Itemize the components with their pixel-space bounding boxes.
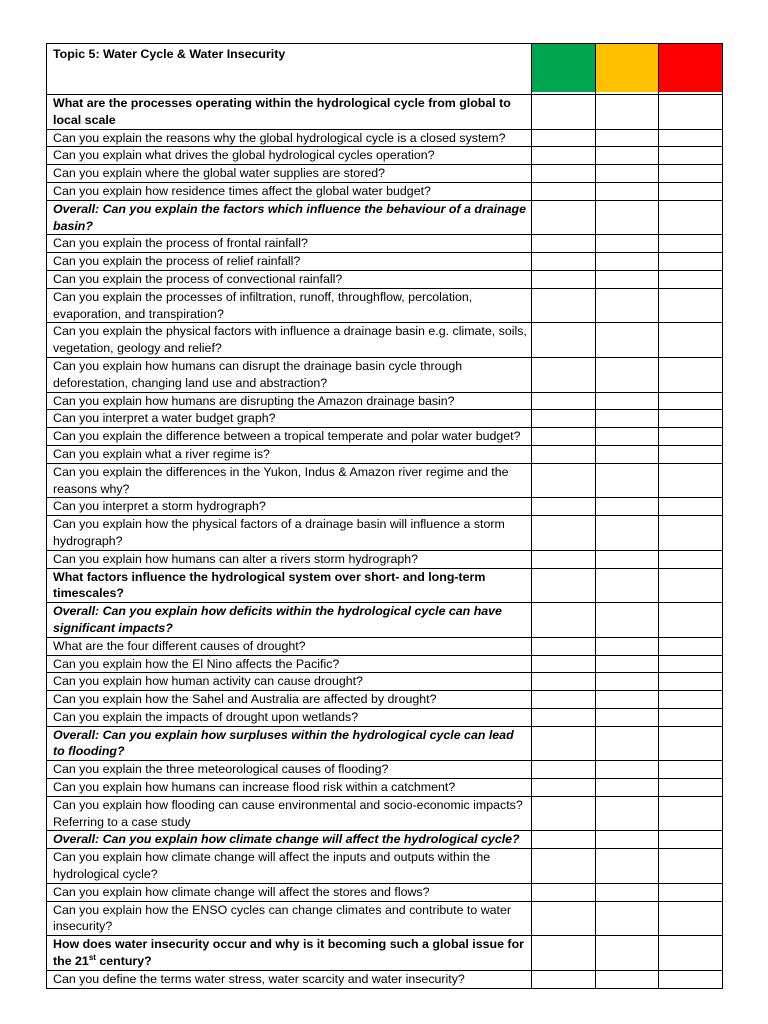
green-rating-cell[interactable] bbox=[532, 270, 596, 288]
amber-rating-cell[interactable] bbox=[596, 129, 659, 147]
red-rating-cell[interactable] bbox=[659, 200, 723, 235]
amber-rating-cell[interactable] bbox=[596, 288, 659, 323]
amber-rating-cell[interactable] bbox=[596, 428, 659, 446]
amber-rating-cell[interactable] bbox=[596, 165, 659, 183]
table-row bbox=[47, 182, 723, 200]
green-rating-cell[interactable] bbox=[532, 761, 596, 779]
red-rating-cell[interactable] bbox=[659, 323, 723, 358]
red-rating-cell[interactable] bbox=[659, 95, 723, 130]
red-rating-cell[interactable] bbox=[659, 129, 723, 147]
row-text: Can you explain how the physical factors of a drainage basin will influence a storm hydrograph? bbox=[53, 517, 505, 548]
red-rating-cell[interactable] bbox=[659, 849, 723, 884]
table-row bbox=[47, 95, 723, 130]
green-rating-cell[interactable] bbox=[532, 165, 596, 183]
table-row bbox=[47, 235, 723, 253]
red-rating-cell[interactable] bbox=[659, 428, 723, 446]
amber-rating-cell[interactable] bbox=[596, 200, 659, 235]
question-text bbox=[47, 498, 532, 516]
amber-rating-cell[interactable] bbox=[596, 498, 659, 516]
amber-rating-cell[interactable] bbox=[596, 445, 659, 463]
red-rating-cell[interactable] bbox=[659, 410, 723, 428]
green-rating-cell[interactable] bbox=[532, 253, 596, 271]
green-rating-cell[interactable] bbox=[532, 901, 596, 936]
amber-rating-cell[interactable] bbox=[596, 253, 659, 271]
question-text bbox=[47, 182, 532, 200]
row-text: How does water insecurity occur and why is it becoming such a global issue for the 21 bbox=[53, 937, 524, 969]
red-rating-cell[interactable] bbox=[659, 691, 723, 709]
amber-rating-cell[interactable] bbox=[596, 603, 659, 638]
question-text bbox=[47, 516, 532, 551]
table-row bbox=[47, 288, 723, 323]
row-text: Can you explain the impacts of drought upon wetlands? bbox=[53, 709, 359, 724]
question-text bbox=[47, 165, 532, 183]
row-text: What factors influence the hydrological system over short- and long-term timescales? bbox=[53, 569, 486, 601]
amber-rating-cell[interactable] bbox=[596, 550, 659, 568]
checklist-table bbox=[46, 43, 723, 989]
green-rating-cell[interactable] bbox=[532, 235, 596, 253]
row-text: Can you explain what a river regime is? bbox=[53, 446, 270, 461]
table-row bbox=[47, 357, 723, 392]
row-text: Can you define the terms water stress, water scarcity and water insecurity? bbox=[53, 971, 465, 986]
superscript: st bbox=[88, 952, 96, 962]
green-rating-cell[interactable] bbox=[532, 568, 596, 603]
question-text bbox=[47, 655, 532, 673]
row-text: Overall: Can you explain how deficits within the hydrological cycle can have significant impacts? bbox=[53, 604, 502, 635]
table-row bbox=[47, 655, 723, 673]
red-rating-cell[interactable] bbox=[659, 831, 723, 849]
table-row bbox=[47, 779, 723, 797]
row-text: Can you explain the differences in the Yukon, Indus & Amazon river regime and the reasons why? bbox=[53, 464, 509, 496]
green-rating-cell[interactable] bbox=[532, 463, 596, 498]
table-row bbox=[47, 392, 723, 410]
green-rating-cell[interactable] bbox=[532, 410, 596, 428]
table-row bbox=[47, 883, 723, 901]
green-rating-cell[interactable] bbox=[532, 129, 596, 147]
row-text: What are the processes operating within the hydrological cycle from global to local scale bbox=[53, 96, 511, 127]
row-text: What are the four different causes of drought? bbox=[53, 638, 306, 653]
row-text: Can you explain the process of convectional rainfall? bbox=[53, 271, 343, 286]
table-row bbox=[47, 270, 723, 288]
table-row bbox=[47, 761, 723, 779]
amber-rating-cell[interactable] bbox=[596, 182, 659, 200]
amber-rating-cell[interactable] bbox=[596, 270, 659, 288]
section-heading bbox=[47, 95, 532, 130]
table-row bbox=[47, 849, 723, 884]
amber-rating-cell[interactable] bbox=[596, 568, 659, 603]
red-rating-cell[interactable] bbox=[659, 445, 723, 463]
overall-question bbox=[47, 726, 532, 761]
green-rating-cell[interactable] bbox=[532, 95, 596, 130]
table-row bbox=[47, 147, 723, 165]
row-text: Can you explain how humans can alter a rivers storm hydrograph? bbox=[53, 551, 419, 566]
section-heading bbox=[47, 936, 532, 971]
green-rating-cell[interactable] bbox=[532, 936, 596, 971]
red-rating-cell[interactable] bbox=[659, 637, 723, 655]
green-rating-cell[interactable] bbox=[532, 708, 596, 726]
table-row bbox=[47, 498, 723, 516]
row-text: Can you explain what drives the global hydrological cycles operation? bbox=[53, 148, 435, 163]
table-row bbox=[47, 165, 723, 183]
red-rating-cell[interactable] bbox=[659, 165, 723, 183]
green-rating-cell[interactable] bbox=[532, 182, 596, 200]
table-row bbox=[47, 673, 723, 691]
question-text bbox=[47, 129, 532, 147]
question-text bbox=[47, 147, 532, 165]
row-text: Overall: Can you explain how surpluses within the hydrological cycle can lead to flooding? bbox=[53, 727, 514, 759]
row-text: Can you explain how climate change will affect the stores and flows? bbox=[53, 884, 430, 899]
green-rating-cell[interactable] bbox=[532, 779, 596, 797]
question-text bbox=[47, 323, 532, 358]
amber-rating-cell[interactable] bbox=[596, 95, 659, 130]
table-row bbox=[47, 428, 723, 446]
green-rating-cell[interactable] bbox=[532, 428, 596, 446]
red-rating-cell[interactable] bbox=[659, 655, 723, 673]
red-rating-cell[interactable] bbox=[659, 779, 723, 797]
red-rating-cell[interactable] bbox=[659, 568, 723, 603]
question-text bbox=[47, 673, 532, 691]
green-rating-cell[interactable] bbox=[532, 498, 596, 516]
question-text bbox=[47, 235, 532, 253]
row-text: Can you explain the difference between a tropical temperate and polar water budget? bbox=[53, 429, 521, 444]
red-rating-cell[interactable] bbox=[659, 726, 723, 761]
amber-rating-cell[interactable] bbox=[596, 726, 659, 761]
row-text: Can you explain the physical factors with influence a drainage basin e.g. climate, soils, vegetation, geology and relief? bbox=[53, 324, 527, 356]
table-row bbox=[47, 568, 723, 603]
amber-rating-cell[interactable] bbox=[596, 936, 659, 971]
table-row bbox=[47, 936, 723, 971]
table-row bbox=[47, 253, 723, 271]
green-rating-cell[interactable] bbox=[532, 200, 596, 235]
table-row bbox=[47, 831, 723, 849]
table-row bbox=[47, 516, 723, 551]
red-rating-cell[interactable] bbox=[659, 603, 723, 638]
red-rating-cell[interactable] bbox=[659, 673, 723, 691]
row-text: Overall: Can you explain how climate change will affect the hydrological cycle? bbox=[53, 832, 520, 847]
green-rating-cell[interactable] bbox=[532, 603, 596, 638]
question-text bbox=[47, 883, 532, 901]
amber-rating-cell[interactable] bbox=[596, 392, 659, 410]
row-text-after: century? bbox=[95, 954, 152, 969]
green-rating-cell[interactable] bbox=[532, 637, 596, 655]
amber-rating-cell[interactable] bbox=[596, 655, 659, 673]
red-rating-cell[interactable] bbox=[659, 147, 723, 165]
red-rating-cell[interactable] bbox=[659, 761, 723, 779]
table-row bbox=[47, 726, 723, 761]
table-row bbox=[47, 901, 723, 936]
red-rating-cell[interactable] bbox=[659, 708, 723, 726]
table-row bbox=[47, 129, 723, 147]
green-rating-cell[interactable] bbox=[532, 655, 596, 673]
overall-question bbox=[47, 603, 532, 638]
amber-rating-cell[interactable] bbox=[596, 637, 659, 655]
green-rating-cell[interactable] bbox=[532, 831, 596, 849]
row-text: Can you explain how the El Nino affects the Pacific? bbox=[53, 656, 340, 671]
red-rating-cell[interactable] bbox=[659, 253, 723, 271]
green-rating-cell[interactable] bbox=[532, 691, 596, 709]
question-text bbox=[47, 410, 532, 428]
table-row bbox=[47, 691, 723, 709]
green-rating-cell[interactable] bbox=[532, 147, 596, 165]
question-text bbox=[47, 428, 532, 446]
red-rating-cell[interactable] bbox=[659, 463, 723, 498]
green-swatch bbox=[532, 44, 595, 92]
red-rating-cell[interactable] bbox=[659, 901, 723, 936]
question-text bbox=[47, 288, 532, 323]
row-text: Can you explain how climate change will affect the inputs and outputs within the hydrological cycle? bbox=[53, 850, 491, 882]
red-rating-cell[interactable] bbox=[659, 970, 723, 988]
amber-rating-cell[interactable] bbox=[596, 796, 659, 831]
table-row bbox=[47, 463, 723, 498]
amber-rating-cell[interactable] bbox=[596, 970, 659, 988]
row-text: Can you interpret a storm hydrograph? bbox=[53, 499, 266, 514]
row-text: Can you explain the processes of infiltration, runoff, throughflow, percolation, evaporation, and transpiration? bbox=[53, 289, 473, 321]
amber-rating-cell[interactable] bbox=[596, 410, 659, 428]
green-rating-cell[interactable] bbox=[532, 323, 596, 358]
question-text bbox=[47, 761, 532, 779]
amber-rating-cell[interactable] bbox=[596, 831, 659, 849]
row-text: Can you explain how human activity can cause drought? bbox=[53, 674, 363, 689]
row-text: Can you explain the process of frontal rainfall? bbox=[53, 236, 308, 251]
question-text bbox=[47, 796, 532, 831]
red-rating-cell[interactable] bbox=[659, 288, 723, 323]
table-row bbox=[47, 200, 723, 235]
red-rating-cell[interactable] bbox=[659, 392, 723, 410]
amber-swatch bbox=[596, 44, 658, 92]
question-text bbox=[47, 901, 532, 936]
green-rating-cell[interactable] bbox=[532, 445, 596, 463]
green-rating-cell[interactable] bbox=[532, 357, 596, 392]
red-rating-cell[interactable] bbox=[659, 516, 723, 551]
green-rating-cell[interactable] bbox=[532, 673, 596, 691]
row-text: Can you explain the reasons why the global hydrological cycle is a closed system? bbox=[53, 130, 506, 145]
amber-header-cell bbox=[596, 44, 659, 95]
row-text: Can you explain where the global water supplies are stored? bbox=[53, 166, 385, 181]
header-row bbox=[47, 44, 723, 95]
question-text bbox=[47, 691, 532, 709]
green-header-cell bbox=[532, 44, 596, 95]
row-text: Can you explain the three meteorological causes of flooding? bbox=[53, 762, 389, 777]
row-text: Can you explain how the Sahel and Australia are affected by drought? bbox=[53, 692, 437, 707]
amber-rating-cell[interactable] bbox=[596, 761, 659, 779]
green-rating-cell[interactable] bbox=[532, 516, 596, 551]
row-text: Can you explain how the ENSO cycles can change climates and contribute to water insecurity? bbox=[53, 902, 512, 934]
question-text bbox=[47, 253, 532, 271]
red-rating-cell[interactable] bbox=[659, 883, 723, 901]
amber-rating-cell[interactable] bbox=[596, 849, 659, 884]
row-text: Overall: Can you explain the factors which influence the behaviour of a drainage basin? bbox=[53, 201, 527, 233]
table-row bbox=[47, 708, 723, 726]
question-text bbox=[47, 270, 532, 288]
red-header-cell bbox=[659, 44, 723, 95]
red-rating-cell[interactable] bbox=[659, 498, 723, 516]
table-row bbox=[47, 445, 723, 463]
table-row bbox=[47, 323, 723, 358]
question-text bbox=[47, 445, 532, 463]
amber-rating-cell[interactable] bbox=[596, 147, 659, 165]
amber-rating-cell[interactable] bbox=[596, 673, 659, 691]
overall-question bbox=[47, 200, 532, 235]
amber-rating-cell[interactable] bbox=[596, 708, 659, 726]
green-rating-cell[interactable] bbox=[532, 796, 596, 831]
green-rating-cell[interactable] bbox=[532, 726, 596, 761]
row-text: Can you explain the process of relief rainfall? bbox=[53, 254, 301, 269]
row-text: Can you explain how residence times affect the global water budget? bbox=[53, 183, 431, 198]
red-swatch bbox=[659, 44, 722, 92]
green-rating-cell[interactable] bbox=[532, 849, 596, 884]
question-text bbox=[47, 970, 532, 988]
row-text: Can you interpret a water budget graph? bbox=[53, 411, 276, 426]
row-text: Can you explain how flooding can cause environmental and socio-economic impacts? Referring to a case study bbox=[53, 797, 523, 829]
row-text: Can you explain how humans can increase flood risk within a catchment? bbox=[53, 780, 456, 795]
green-rating-cell[interactable] bbox=[532, 392, 596, 410]
red-rating-cell[interactable] bbox=[659, 357, 723, 392]
topic-title: Topic 5: Water Cycle & Water Insecurity bbox=[47, 44, 532, 95]
question-text bbox=[47, 550, 532, 568]
question-text bbox=[47, 779, 532, 797]
section-heading bbox=[47, 568, 532, 603]
question-text bbox=[47, 357, 532, 392]
table-row bbox=[47, 796, 723, 831]
overall-question bbox=[47, 831, 532, 849]
red-rating-cell[interactable] bbox=[659, 235, 723, 253]
question-text bbox=[47, 463, 532, 498]
question-text bbox=[47, 637, 532, 655]
amber-rating-cell[interactable] bbox=[596, 691, 659, 709]
amber-rating-cell[interactable] bbox=[596, 901, 659, 936]
red-rating-cell[interactable] bbox=[659, 182, 723, 200]
amber-rating-cell[interactable] bbox=[596, 357, 659, 392]
red-rating-cell[interactable] bbox=[659, 270, 723, 288]
question-text bbox=[47, 392, 532, 410]
red-rating-cell[interactable] bbox=[659, 550, 723, 568]
amber-rating-cell[interactable] bbox=[596, 779, 659, 797]
red-rating-cell[interactable] bbox=[659, 796, 723, 831]
row-text: Can you explain how humans are disrupting the Amazon drainage basin? bbox=[53, 393, 455, 408]
table-row bbox=[47, 603, 723, 638]
question-text bbox=[47, 849, 532, 884]
amber-rating-cell[interactable] bbox=[596, 323, 659, 358]
amber-rating-cell[interactable] bbox=[596, 516, 659, 551]
table-row bbox=[47, 410, 723, 428]
row-text: Can you explain how humans can disrupt the drainage basin cycle through deforestation, changing land use and abstraction? bbox=[53, 358, 463, 390]
green-rating-cell[interactable] bbox=[532, 550, 596, 568]
table-row bbox=[47, 550, 723, 568]
checklist-body bbox=[47, 44, 723, 989]
table-row bbox=[47, 637, 723, 655]
amber-rating-cell[interactable] bbox=[596, 235, 659, 253]
amber-rating-cell[interactable] bbox=[596, 463, 659, 498]
amber-rating-cell[interactable] bbox=[596, 883, 659, 901]
red-rating-cell[interactable] bbox=[659, 936, 723, 971]
green-rating-cell[interactable] bbox=[532, 970, 596, 988]
green-rating-cell[interactable] bbox=[532, 288, 596, 323]
table-row bbox=[47, 970, 723, 988]
green-rating-cell[interactable] bbox=[532, 883, 596, 901]
question-text bbox=[47, 708, 532, 726]
